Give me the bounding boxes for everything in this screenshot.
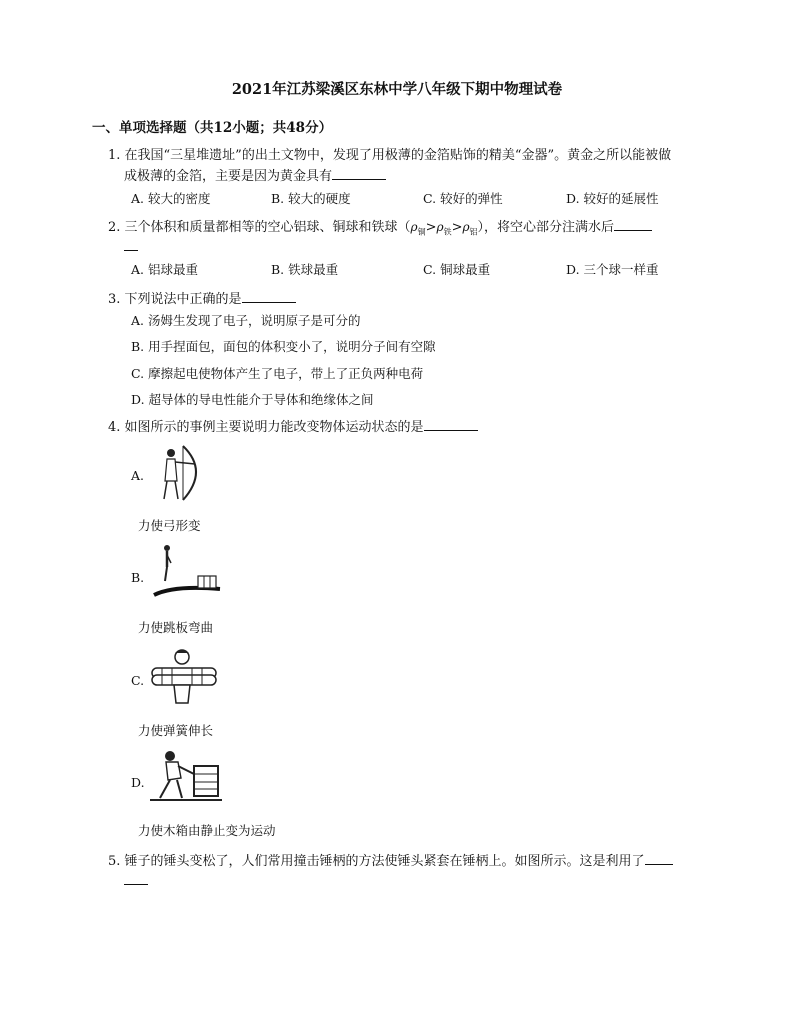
q3-option-d: D. 超导体的导电性能介于导体和绝缘体之间 [131,392,374,407]
question-4-text: 4. 如图所示的事例主要说明力能改变物体运动状态的是 [108,420,424,435]
q2-option-b: B. 铁球最重 [271,262,339,277]
q3-option-c: C. 摩擦起电使物体产生了电子，带上了正负两种电荷 [131,366,424,381]
q4-option-b-letter: B. [131,570,145,585]
question-1-line-2 [124,165,386,184]
rho-symbol: ρ [410,220,418,234]
answer-blank [242,290,296,303]
rho-symbol: ρ [462,220,470,234]
q4-option-a-letter: A. [131,468,145,483]
diver-icon [150,543,222,601]
q4-option-d-caption: 力使木箱由静止变为运动 [138,823,276,838]
question-4-line [108,416,478,435]
q2-option-a: A. 铝球最重 [131,262,198,277]
q4-option-a-caption: 力使弓形变 [138,518,201,533]
greater-than: > [451,220,463,235]
question-2-line-1 [108,216,652,238]
q1-option-b: B. 较大的硬度 [271,191,351,206]
sub-copper: 铜 [417,227,426,237]
q1-option-a: A. 较大的密度 [131,191,211,206]
q4-option-c-letter: C. [131,673,145,688]
question-1-line-1: 1. 在我国“三星堆遗址”的出土文物中，发现了用极薄的金箔贴饰的精美“金器”。黄金之所以能被做 [108,148,672,163]
box-pusher-icon [148,748,224,806]
section-heading: 一、单项选择题（共12小题；共48分） [92,120,333,136]
sub-aluminium: 铝 [469,227,478,237]
q3-option-b: B. 用手捏面包，面包的体积变小了，说明分子间有空隙 [131,339,436,354]
answer-blank [424,418,478,431]
question-3-line [108,288,296,307]
answer-blank [614,218,652,231]
q4-option-d-letter: D. [131,775,145,790]
question-5-line [108,850,673,869]
answer-blank [645,852,673,865]
question-2-text-before: 2. 三个体积和质量都相等的空心铝球、铜球和铁球（ [108,220,411,235]
q1-option-c: C. 较好的弹性 [423,191,503,206]
question-3-text: 3. 下列说法中正确的是 [108,292,242,307]
spring-puller-icon [148,645,220,707]
page-title: 2021年江苏梁溪区东林中学八年级下期中物理试卷 [231,81,563,98]
q4-option-c-caption: 力使弹簧伸长 [138,723,214,738]
greater-than: > [425,220,437,235]
sub-iron: 铁 [443,227,452,237]
rho-symbol: ρ [436,220,444,234]
question-1-text: 成极薄的金箔，主要是因为黄金具有 [124,169,333,184]
question-5-text: 5. 锤子的锤头变松了，人们常用撞击锤柄的方法使锤头紧套在锤柄上。如图所示。这是利用了 [108,854,645,869]
q4-option-b-caption: 力使跳板弯曲 [138,620,214,635]
answer-blank [332,167,386,180]
q3-option-a: A. 汤姆生发现了电子，说明原子是可分的 [131,313,361,328]
q2-option-d: D. 三个球一样重 [566,262,659,277]
answer-blank-continued [124,872,148,885]
answer-blank-continued [124,238,138,251]
archer-icon [153,443,205,503]
question-2-text-after: ），将空心部分注满水后 [477,220,615,235]
q1-option-d: D. 较好的延展性 [566,191,659,206]
q2-option-c: C. 铜球最重 [423,262,491,277]
